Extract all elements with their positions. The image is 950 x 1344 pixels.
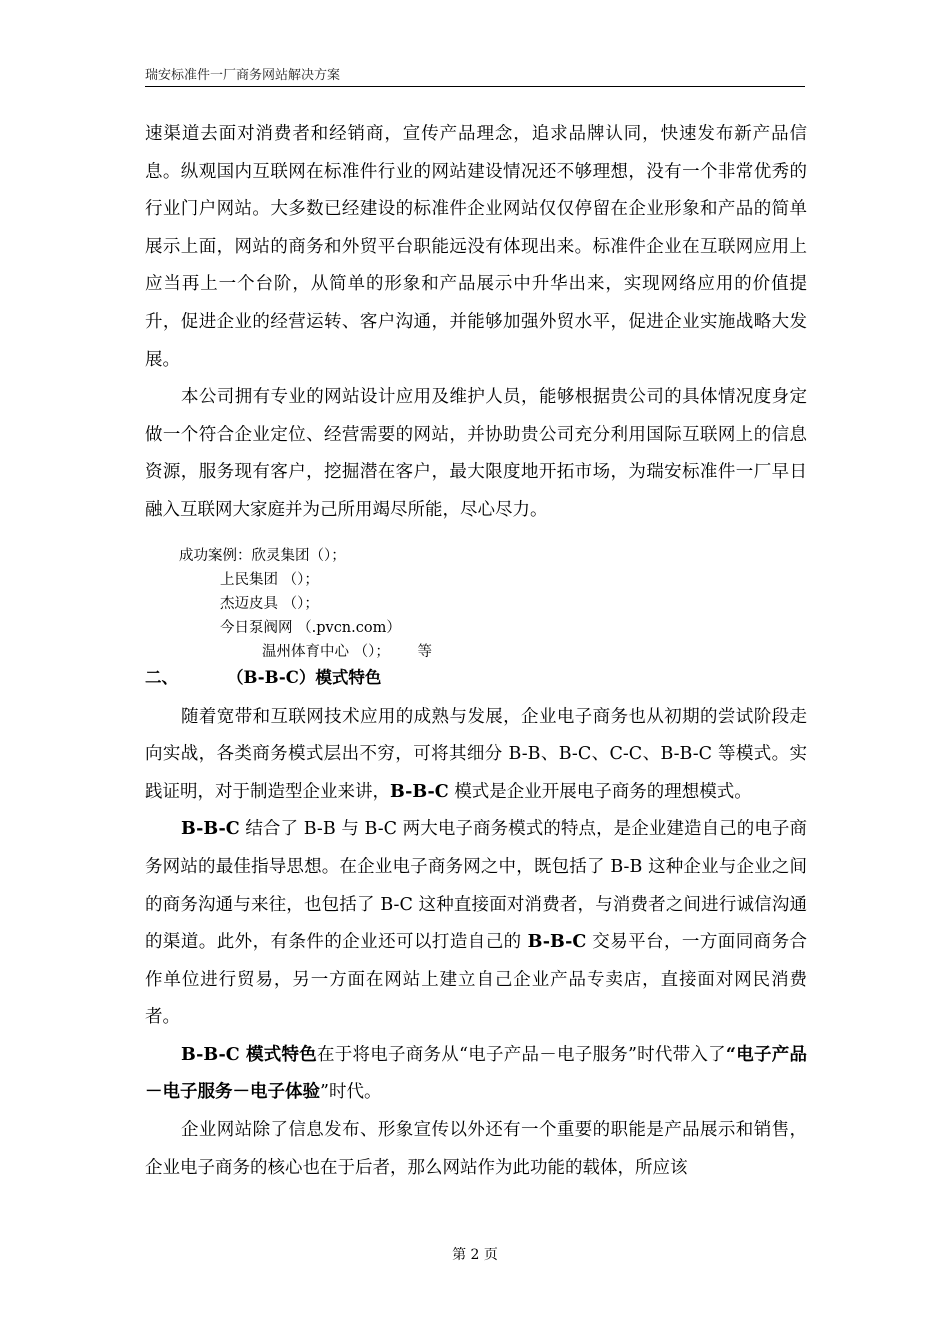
- case-item: 今日泵阀网 （.pvcn.com）: [220, 620, 401, 637]
- section-heading: [145, 665, 807, 691]
- text-run: ”时代。: [320, 1082, 382, 1103]
- paragraph-5: [145, 1037, 807, 1112]
- document-body: [145, 116, 807, 1187]
- success-cases-list: [145, 544, 807, 665]
- paragraph-2: 本公司拥有专业的网站设计应用及维护人员，能够根据贵公司的具体情况度身定做一个符合企业定位、经营需要的网站，并协助贵公司充分利用国际互联网上的信息资源，服务现有客户，挖掘潜在客户，最大限度地开拓市场，为瑞安标准件一厂早日融入互联网大家庭并为己所用竭尽所能，尽心尽力。: [145, 387, 807, 520]
- paragraph-3: [145, 699, 807, 812]
- bold-term: “电子产品－电子服务－电子体验: [145, 1044, 807, 1103]
- running-header: 瑞安标准件一厂商务网站解决方案: [145, 68, 341, 83]
- bold-term: B-B-C 模式特色: [181, 1044, 318, 1065]
- section-title: （B-B-C）模式特色: [227, 667, 382, 687]
- text-run: 随着宽带和互联网技术应用的成熟与发展，企业电子商务也从初期的尝试阶段走向实战，各类商务模式层出不穷，可将其细分 B-B、B-C、C-C、B-B-C 等模式。实践证明，对于制造型企业来讲，: [145, 706, 807, 802]
- paragraph-6: 企业网站除了信息发布、形象宣传以外还有一个重要的职能是产品展示和销售，企业电子商务的核心也在于后者，那么网站作为此功能的载体，所应该: [145, 1120, 807, 1178]
- bold-term: B-B-C: [390, 781, 449, 802]
- text-run: 在于将电子商务从“电子产品－电子服务”时代带入了: [317, 1044, 726, 1065]
- case-item: 成功案例：欣灵集团（）；: [179, 547, 346, 564]
- case-item: 温州体育中心 （）； 等: [262, 644, 433, 661]
- text-run: 交易平台，一方面同商务合作单位进行贸易，另一方面在网站上建立自己企业产品专卖店，直接面对网民消费者。: [145, 932, 808, 1028]
- case-item: 杰迈皮具 （）；: [220, 595, 319, 612]
- bold-term: B-B-C: [527, 932, 587, 953]
- text-run: 模式是企业开展电子商务的理想模式。: [448, 781, 752, 802]
- paragraph-1: 速渠道去面对消费者和经销商，宣传产品理念，追求品牌认同，快速发布新产品信息。纵观国内互联网在标准件行业的网站建设情况还不够理想，没有一个非常优秀的行业门户网站。大多数已经建设的标准件企业网站仅仅停留在企业形象和产品的简单展示上面，网站的商务和外贸平台职能远没有体现出来。标准件企业在互联网应用上应当再上一个台阶，从简单的形象和产品展示中升华出来，实现网络应用的价值提升，促进企业的经营运转、客户沟通，并能够加强外贸水平，促进企业实施战略大发展。: [145, 124, 807, 370]
- paragraph-4: [145, 811, 807, 1037]
- text-run: 结合了 B-B 与 B-C 两大电子商务模式的特点，是企业建造自己的电子商务网站的最佳指导思想。在企业电子商务网之中，既包括了 B-B 这种企业与企业之间的商务沟通与来往，也包括了 B-C 这种直接面对消费者，与消费者之间进行诚信沟通的渠道。此外，有条件的企业还可以打造自己的: [145, 819, 807, 953]
- header-rule: [145, 86, 805, 87]
- section-number: 二、: [145, 667, 178, 687]
- case-item: 上民集团 （）；: [220, 571, 319, 588]
- page-number: 第 2 页: [452, 1247, 498, 1263]
- bold-term: B-B-C: [181, 819, 240, 840]
